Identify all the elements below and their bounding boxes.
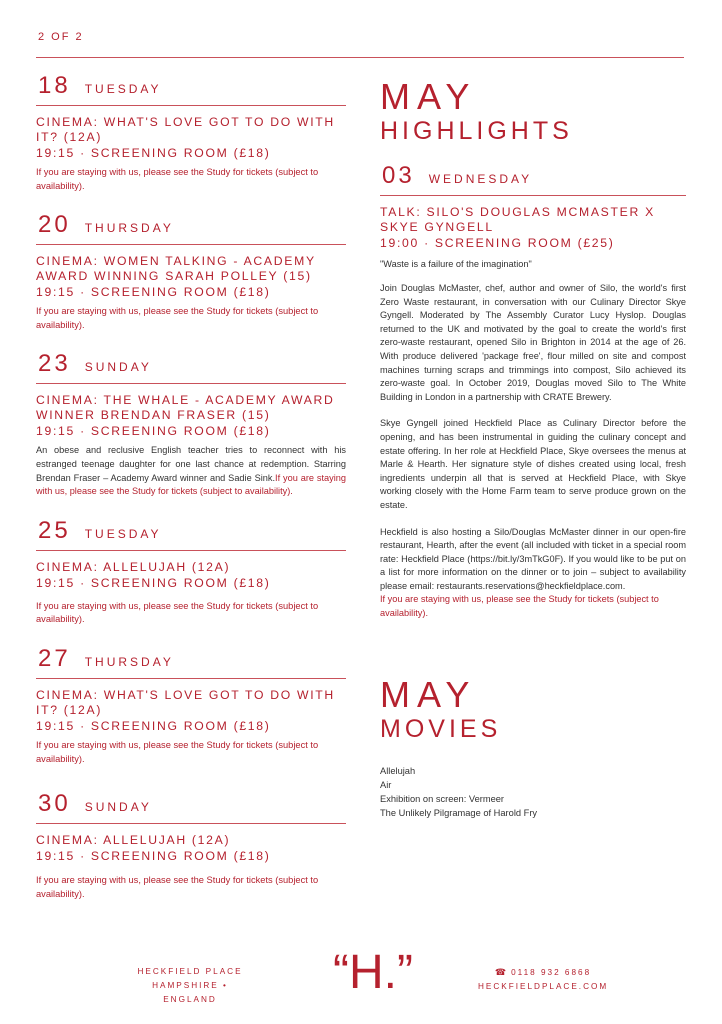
- event-divider: [36, 244, 346, 245]
- footer-website[interactable]: HECKFIELDPLACE.COM: [478, 982, 609, 991]
- logo: “H.”: [333, 946, 413, 999]
- event-note: If you are staying with us, please see the Study for tickets (subject to availability).: [36, 739, 319, 764]
- footer-region: HAMPSHIRE • ENGLAND: [152, 981, 228, 1004]
- movies-title: MAY: [380, 673, 477, 715]
- event-day: 30: [38, 790, 71, 818]
- event-weekday: TUESDAY: [84, 526, 162, 541]
- footer-place: HECKFIELD PLACE: [137, 967, 243, 976]
- event-title: CINEMA: WHAT'S LOVE GOT TO DO WITH IT? (12A): [36, 115, 335, 144]
- footer-phone[interactable]: 0118 932 6868: [511, 968, 592, 977]
- event-day: 25: [38, 516, 71, 544]
- highlight-event: [380, 162, 686, 621]
- event-weekday: SUNDAY: [84, 360, 152, 375]
- event-divider: [36, 105, 346, 106]
- highlight-paragraph-2: Skye Gyngell joined Heckfield Place as Culinary Director before the opening, and has been instrumental in guiding the culinary concept and estate offering. In her role at Heckfield Place, Skye oversees the menus at Marle & Hearth. Her signature style of dishes created using local, fresh ingredients underpin all that is served at Heckfield Place, with Skye working closely with the Home Farm team to serve produce grown on the estate.: [380, 418, 686, 510]
- event-18: [36, 72, 346, 193]
- event-note: If you are staying with us, please see the Study for tickets (subject to availability).: [36, 600, 319, 625]
- event-title: TALK: SILO'S DOUGLAS MCMASTER X SKYE GYNGELL: [380, 205, 655, 234]
- footer-address: [135, 965, 245, 1007]
- event-note: If you are staying with us, please see the Study for tickets (subject to availability).: [380, 594, 659, 619]
- event-divider: [36, 383, 346, 384]
- event-time: 19:15 · SCREENING ROOM (£18): [36, 285, 271, 300]
- event-weekday: WEDNESDAY: [428, 172, 533, 186]
- list-item: Exhibition on screen: Vermeer: [380, 793, 505, 804]
- phone-icon: ☎: [494, 967, 509, 977]
- event-title: CINEMA: ALLELUJAH (12A): [36, 833, 231, 848]
- event-25: [36, 517, 346, 627]
- movies-subtitle: MOVIES: [380, 714, 502, 743]
- event-time: 19:15 · SCREENING ROOM (£18): [36, 424, 271, 439]
- event-day: 27: [38, 644, 71, 672]
- footer-contact: [478, 965, 608, 994]
- list-item: Allelujah: [380, 765, 416, 776]
- movies-section: [380, 673, 686, 820]
- event-divider: [36, 678, 346, 679]
- movies-list: [380, 764, 686, 820]
- event-23: [36, 350, 346, 498]
- event-time: 19:00 · SCREENING ROOM (£25): [380, 236, 615, 250]
- highlights-title: MAY: [380, 76, 477, 117]
- event-note: If you are staying with us, please see the Study for tickets (subject to availability).: [36, 472, 346, 497]
- event-note: If you are staying with us, please see the Study for tickets (subject to availability).: [36, 167, 319, 191]
- highlights-subtitle: HIGHLIGHTS: [380, 117, 573, 145]
- highlight-paragraph-1: Join Douglas McMaster, chef, author and owner of Silo, the world's first Zero Waste restaurant, in conversation with our Culinary Director Skye Gyngell. Moderated by The Assembly Curator Lucy Hyslop. Douglas returned to the UK and motivated by the goal to create the world's first zero-waste restaurant, opened Silo in Brighton in 2014 at the age of 26. With produce delivered 'package free', flour milled on site and compost machines turning scraps and trimmings into compost, Silo achieved its zero-waste goal. In October 2019, Douglas moved Silo to The White Building in London in a partnership with CRATE Brewery.: [380, 283, 686, 402]
- event-quote: "Waste is a failure of the imagination": [380, 259, 532, 269]
- highlights-column: [380, 78, 686, 820]
- event-divider: [380, 195, 686, 196]
- highlight-paragraph-3: Heckfield is also hosting a Silo/Douglas McMaster dinner in our open-fire restaurant, Hearth, after the event (all included with ticket in a special room rate: Heckfield Place (https://bit.ly/3mTkG0F). If you would like to be put on a list for more information on the dinner or to join – subject to availability please email: restaurants.reservations@heckfieldplace.com.: [380, 526, 686, 591]
- event-note: If you are staying with us, please see the Study for tickets (subject to availability).: [36, 875, 319, 899]
- event-note: If you are staying with us, please see the Study for tickets (subject to availability).: [36, 306, 319, 330]
- event-description-text: An obese and reclusive English teacher tries to reconnect with his estranged teenage daughter for one last chance at redemption. Starring Brendan Fraser – Academy Award winner and Sadie Sink.: [36, 445, 346, 483]
- event-day: 18: [38, 72, 71, 99]
- event-weekday: TUESDAY: [84, 82, 162, 96]
- event-weekday: THURSDAY: [84, 654, 174, 669]
- event-20: [36, 211, 346, 332]
- event-divider: [36, 550, 346, 551]
- list-item: Air: [380, 779, 392, 790]
- event-title: CINEMA: WOMEN TALKING - ACADEMY AWARD WINNING SARAH POLLEY (15): [36, 254, 316, 284]
- event-time: 19:15 · SCREENING ROOM (£18): [36, 718, 271, 733]
- top-divider: [36, 57, 684, 58]
- event-30: [36, 790, 346, 901]
- event-day: 03: [382, 162, 415, 189]
- event-time: 19:15 · SCREENING ROOM (£18): [36, 146, 271, 160]
- event-time: 19:15 · SCREENING ROOM (£18): [36, 575, 271, 590]
- list-item: The Unlikely Pilgramage of Harold Fry: [380, 807, 538, 818]
- page-number: 2 OF 2: [38, 31, 84, 43]
- event-title: CINEMA: WHAT'S LOVE GOT TO DO WITH IT? (12A): [36, 687, 335, 717]
- event-title: CINEMA: ALLELUJAH (12A): [36, 559, 231, 574]
- event-time: 19:15 · SCREENING ROOM (£18): [36, 849, 271, 864]
- event-weekday: THURSDAY: [84, 221, 174, 236]
- event-divider: [36, 823, 346, 824]
- event-description: [36, 444, 346, 498]
- event-day: 20: [38, 211, 71, 239]
- event-weekday: SUNDAY: [84, 800, 152, 815]
- event-27: [36, 645, 346, 766]
- event-title: CINEMA: THE WHALE - ACADEMY AWARD WINNER BRENDAN FRASER (15): [36, 393, 335, 423]
- events-column: [36, 72, 346, 901]
- event-day: 23: [38, 350, 71, 378]
